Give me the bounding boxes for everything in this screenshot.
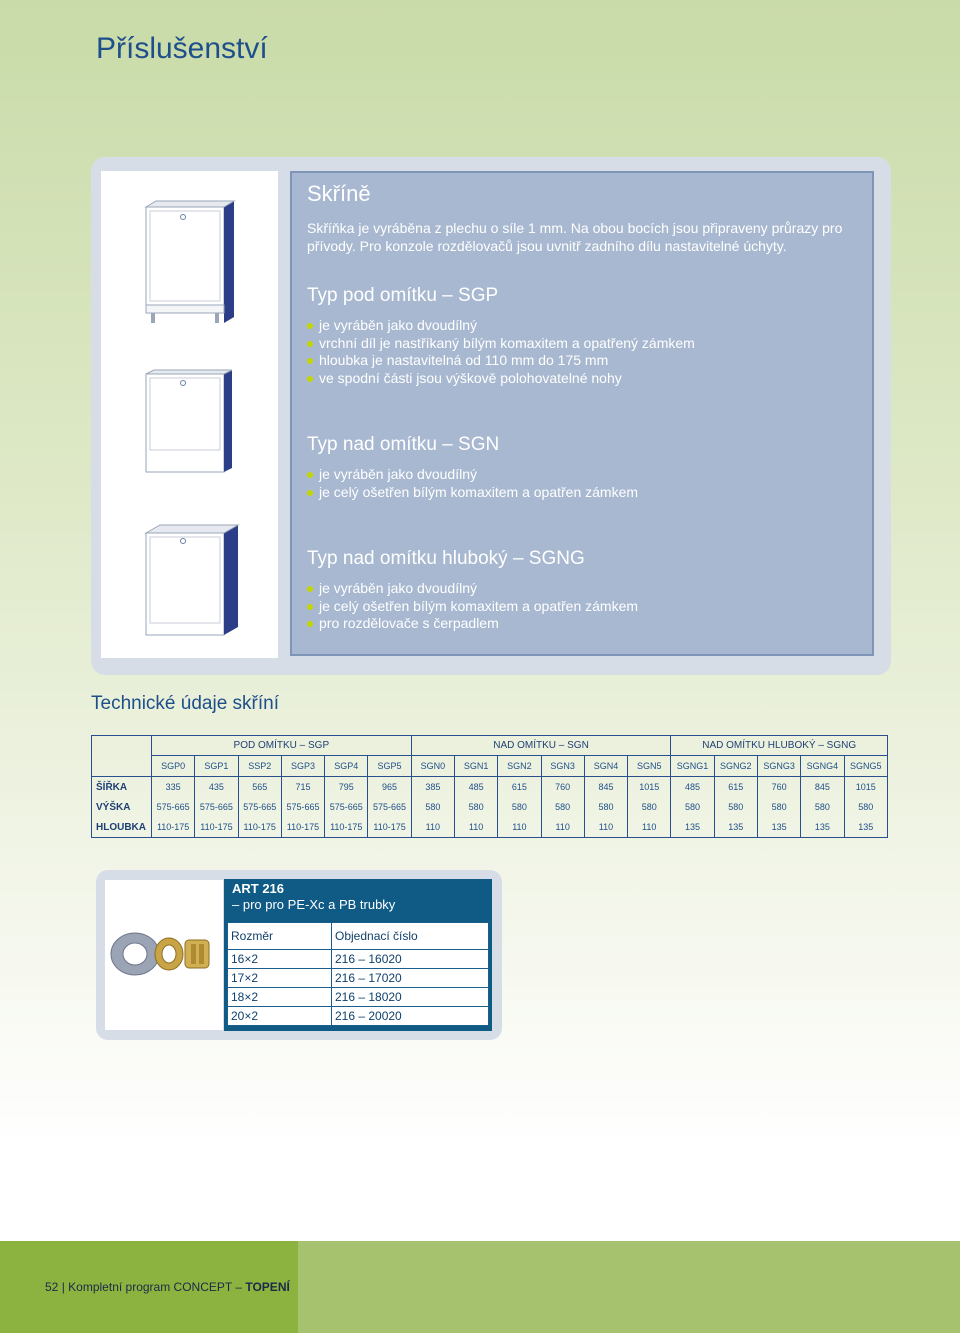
page-number: 52 [45, 1280, 59, 1294]
ring-image [155, 938, 183, 970]
cabinet-info-box [290, 171, 874, 656]
table-cell: 760 [541, 777, 584, 798]
table-cell: 1015 [844, 777, 888, 798]
table-cell: 485 [454, 777, 497, 798]
type-sgp-bullets [307, 317, 695, 387]
table-row [92, 736, 888, 756]
group-sgn: NAD OMÍTKU – SGN [411, 736, 671, 756]
table-corner [92, 756, 152, 777]
cell-order-number: 216 – 20020 [332, 1007, 489, 1026]
table-cell: 110-175 [195, 817, 238, 838]
table-cell: 580 [714, 797, 757, 817]
table-cell: 580 [671, 797, 714, 817]
model-header: SGN3 [541, 756, 584, 777]
table-cell: 575-665 [368, 797, 411, 817]
type-sgn-title: Typ nad omítku – SGN [307, 434, 500, 455]
art-table [227, 922, 489, 1026]
table-cell: 615 [714, 777, 757, 798]
cell-order-number: 216 – 17020 [332, 969, 489, 988]
list-item: vrchní díl je nastříkaný bílým komaxitem a opatřený zámkem [307, 335, 695, 353]
list-item: ve spodní části jsou výškově polohovatelné nohy [307, 370, 695, 388]
table-cell: 385 [411, 777, 454, 798]
cell-order-number: 216 – 16020 [332, 950, 489, 969]
model-header: SGP0 [152, 756, 195, 777]
table-cell: 575-665 [195, 797, 238, 817]
footer-separator: | [61, 1280, 65, 1294]
table-cell: 575-665 [325, 797, 368, 817]
table-cell: 135 [844, 817, 888, 838]
table-cell: 110-175 [152, 817, 195, 838]
group-sgp: POD OMÍTKU – SGP [152, 736, 412, 756]
row-label: VÝŠKA [92, 797, 152, 817]
table-cell: 580 [411, 797, 454, 817]
model-header: SGN0 [411, 756, 454, 777]
type-sgn-bullets [307, 466, 638, 501]
type-sgp-title: Typ pod omítku – SGP [307, 285, 499, 306]
group-sgng: NAD OMÍTKU HLUBOKÝ – SGNG [671, 736, 888, 756]
model-header: SGN4 [584, 756, 627, 777]
table-cell: 110-175 [325, 817, 368, 838]
table-row [228, 950, 489, 969]
table-cell: 580 [454, 797, 497, 817]
table-cell: 110 [628, 817, 671, 838]
table-cell: 580 [498, 797, 541, 817]
model-header: SSP2 [238, 756, 281, 777]
cell-order-number: 216 – 18020 [332, 988, 489, 1007]
table-row [92, 797, 888, 817]
model-header: SGN2 [498, 756, 541, 777]
list-item: je celý ošetřen bílým komaxitem a opatřen zámkem [307, 598, 638, 616]
list-item: je vyráběn jako dvoudílný [307, 580, 638, 598]
table-cell: 575-665 [281, 797, 324, 817]
row-label: HLOUBKA [92, 817, 152, 838]
table-cell: 110-175 [281, 817, 324, 838]
table-cell: 795 [325, 777, 368, 798]
list-item: pro rozdělovače s čerpadlem [307, 615, 638, 633]
cabinet-illustrations [101, 171, 278, 658]
table-cell: 580 [801, 797, 844, 817]
header-order-number: Objednací číslo [332, 923, 489, 950]
cabinets-intro: Skříňka je vyráběna z plechu o síle 1 mm. Na obou bocích jsou připraveny průrazy pro přívody. Pro konzole rozdělovačů jsou uvnitř zadního dílu nastavitelné úchyty. [307, 220, 843, 254]
table-cell: 110-175 [368, 817, 411, 838]
table-cell: 580 [541, 797, 584, 817]
tech-title: Technické údaje skříní [91, 693, 279, 714]
art-name: ART 216 [232, 881, 285, 896]
art-subtitle: – pro pro PE-Xc a PB trubky [232, 897, 396, 912]
table-cell: 135 [801, 817, 844, 838]
table-cell: 110-175 [238, 817, 281, 838]
list-item: hloubka je nastavitelná od 110 mm do 175 mm [307, 352, 695, 370]
table-cell: 615 [498, 777, 541, 798]
model-header: SGP1 [195, 756, 238, 777]
table-cell: 110 [411, 817, 454, 838]
table-cell: 575-665 [152, 797, 195, 817]
sgn-cabinet-image [146, 370, 232, 472]
cell-size: 18×2 [228, 988, 332, 1007]
fitting-image [105, 880, 223, 1030]
page-title: Příslušenství [96, 32, 268, 65]
table-cell: 715 [281, 777, 324, 798]
model-header: SGP3 [281, 756, 324, 777]
table-row [228, 1007, 489, 1026]
sgng-cabinet-image [146, 525, 238, 635]
model-header: SGNG5 [844, 756, 888, 777]
table-row [92, 777, 888, 798]
cell-size: 17×2 [228, 969, 332, 988]
table-cell: 845 [801, 777, 844, 798]
sgp-cabinet-image [146, 201, 234, 323]
table-row [92, 756, 888, 777]
header-size: Rozměr [228, 923, 332, 950]
footer-text [45, 1280, 290, 1294]
table-cell: 760 [757, 777, 800, 798]
model-header: SGP5 [368, 756, 411, 777]
table-cell: 110 [454, 817, 497, 838]
table-cell: 565 [238, 777, 281, 798]
table-row [228, 988, 489, 1007]
table-cell: 580 [757, 797, 800, 817]
model-header: SGP4 [325, 756, 368, 777]
footer-section: TOPENÍ [245, 1280, 290, 1294]
table-cell: 135 [757, 817, 800, 838]
table-cell: 1015 [628, 777, 671, 798]
model-header: SGNG4 [801, 756, 844, 777]
table-cell: 335 [152, 777, 195, 798]
cabinets-heading: Skříně [307, 181, 371, 206]
table-cell: 580 [628, 797, 671, 817]
list-item: je vyráběn jako dvoudílný [307, 466, 638, 484]
table-cell: 485 [671, 777, 714, 798]
table-row [228, 969, 489, 988]
table-cell: 110 [584, 817, 627, 838]
cabinet-images [101, 171, 278, 658]
model-header: SGNG2 [714, 756, 757, 777]
table-row [92, 817, 888, 838]
list-item: je celý ošetřen bílým komaxitem a opatřen zámkem [307, 484, 638, 502]
table-corner [92, 736, 152, 756]
tech-table [91, 735, 888, 838]
cell-size: 20×2 [228, 1007, 332, 1026]
cell-size: 16×2 [228, 950, 332, 969]
table-cell: 580 [584, 797, 627, 817]
table-cell: 845 [584, 777, 627, 798]
list-item: je vyráběn jako dvoudílný [307, 317, 695, 335]
model-header: SGN1 [454, 756, 497, 777]
table-cell: 110 [541, 817, 584, 838]
fitting-illustration [105, 880, 223, 1030]
insert-image [185, 940, 209, 968]
model-header: SGN5 [628, 756, 671, 777]
footer-program: Kompletní program CONCEPT – [68, 1280, 243, 1294]
table-cell: 435 [195, 777, 238, 798]
table-row [228, 923, 489, 950]
nut-image [111, 933, 159, 975]
row-label: ŠÍŘKA [92, 777, 152, 798]
table-cell: 965 [368, 777, 411, 798]
table-cell: 135 [714, 817, 757, 838]
type-sgng-title: Typ nad omítku hluboký – SGNG [307, 548, 585, 569]
table-cell: 580 [844, 797, 888, 817]
model-header: SGNG3 [757, 756, 800, 777]
table-cell: 135 [671, 817, 714, 838]
model-header: SGNG1 [671, 756, 714, 777]
type-sgng-bullets [307, 580, 638, 633]
table-cell: 110 [498, 817, 541, 838]
table-cell: 575-665 [238, 797, 281, 817]
